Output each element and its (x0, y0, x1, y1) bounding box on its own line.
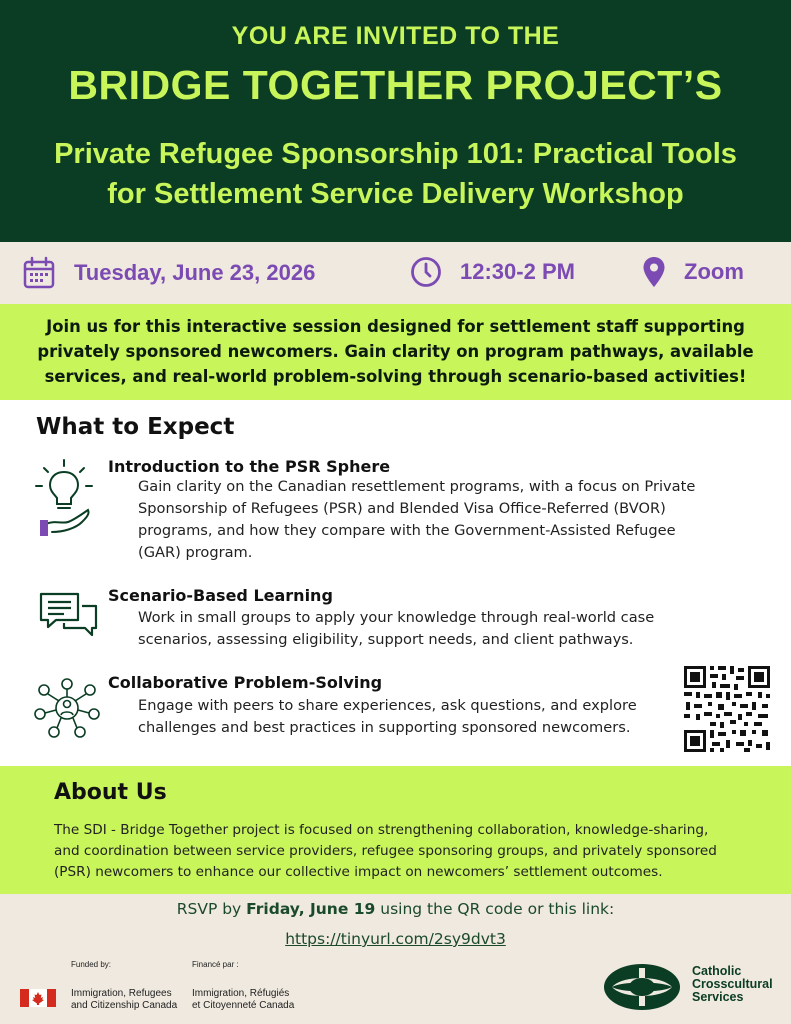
rsvp-suffix: using the QR code or this link: (380, 900, 615, 918)
rsvp-prefix: RSVP by (176, 900, 242, 918)
desc-line: challenges and best practices in supporting sponsored newcomers. (138, 719, 631, 736)
ircc-en-line: Immigration, Refugees (71, 988, 172, 999)
chat-bubbles-icon (38, 590, 100, 638)
what-to-expect-heading: What to Expect (36, 414, 235, 440)
intro-line3: services, and real-world problem-solving through scenario-based activities! (44, 367, 747, 386)
workshop-title-line1: Private Refugee Sponsorship 101: Practical Tools (54, 138, 737, 170)
item-psr-sphere-desc (138, 476, 698, 564)
ccs-logo-text (692, 965, 773, 1004)
desc-line: (GAR) program. (138, 544, 253, 561)
desc-line: Gain clarity on the Canadian resettlement programs, with a focus on Private (138, 478, 696, 495)
clock-icon (410, 256, 442, 288)
ircc-french-name (192, 988, 294, 1012)
item-collab-problem-solving-title: Collaborative Problem-Solving (108, 673, 383, 692)
project-title: BRIDGE TOGETHER PROJECT’S (68, 62, 723, 108)
about-us-text (54, 820, 754, 883)
about-us-section (0, 766, 791, 894)
intro-banner (0, 304, 791, 400)
about-line: The SDI - Bridge Together project is focused on strengthening collaboration, knowledge-sharing, (54, 822, 709, 838)
ccs-line: Services (692, 990, 744, 1004)
item-psr-sphere-title: Introduction to the PSR Sphere (108, 457, 391, 476)
event-date (22, 256, 315, 290)
ircc-fr-line: Immigration, Réfugiés (192, 988, 290, 999)
desc-line: programs, and how they compare with the Government-Assisted Refugee (138, 522, 676, 539)
network-people-icon (34, 678, 100, 738)
ccs-line: Crosscultural (692, 977, 773, 991)
intro-text (20, 314, 771, 389)
rsvp-qr-code[interactable] (682, 664, 772, 754)
ircc-fr-line: et Citoyenneté Canada (192, 1000, 295, 1011)
event-location (642, 256, 744, 288)
ccs-logo-icon (602, 962, 682, 1012)
location-pin-icon (642, 256, 666, 288)
item-scenario-learning-title: Scenario-Based Learning (108, 586, 333, 605)
ircc-english-name (71, 988, 177, 1012)
workshop-title (20, 134, 771, 214)
rsvp-link[interactable]: https://tinyurl.com/2sy9dvt3 (285, 930, 506, 948)
canada-flag-icon (20, 989, 56, 1007)
about-line: (PSR) newcomers to enhance our collective impact on newcomers’ settlement outcomes. (54, 864, 663, 880)
funded-by-label: Funded by: (71, 960, 112, 969)
desc-line: Work in small groups to apply your knowledge through real-world case (138, 609, 655, 626)
rsvp-line (0, 900, 791, 918)
workshop-title-line2: for Settlement Service Delivery Workshop (107, 178, 684, 210)
ircc-en-line: and Citizenship Canada (71, 1000, 178, 1011)
lightbulb-hand-icon (32, 458, 96, 542)
event-location-text: Zoom (684, 259, 744, 284)
rsvp-deadline: Friday, June 19 (246, 900, 376, 918)
intro-line1: Join us for this interactive session designed for settlement staff supporting (46, 317, 745, 336)
about-line: and coordination between service providers, refugee sponsoring groups, and privately sponsored (54, 843, 717, 859)
event-date-text: Tuesday, June 23, 2026 (74, 260, 316, 285)
desc-line: Engage with peers to share experiences, ask questions, and explore (138, 697, 637, 714)
calendar-icon (22, 256, 56, 290)
what-to-expect-section (0, 400, 791, 766)
desc-line: scenarios, assessing eligibility, support needs, and client pathways. (138, 631, 634, 648)
finance-par-label: Financé par : (192, 960, 239, 969)
header-banner (0, 0, 791, 242)
event-info-bar (0, 242, 791, 304)
intro-line2: privately sponsored newcomers. Gain clarity on program pathways, available (37, 342, 754, 361)
event-time-text: 12:30-2 PM (460, 259, 575, 284)
about-us-heading: About Us (54, 780, 167, 805)
item-scenario-learning-desc (138, 607, 698, 651)
ccs-line: Catholic (692, 964, 742, 978)
item-collab-problem-solving-desc (138, 695, 698, 739)
desc-line: Sponsorship of Refugees (PSR) and Blended Visa Office-Referred (BVOR) (138, 500, 666, 517)
event-time (410, 256, 575, 288)
invite-line: YOU ARE INVITED TO THE (231, 22, 560, 50)
